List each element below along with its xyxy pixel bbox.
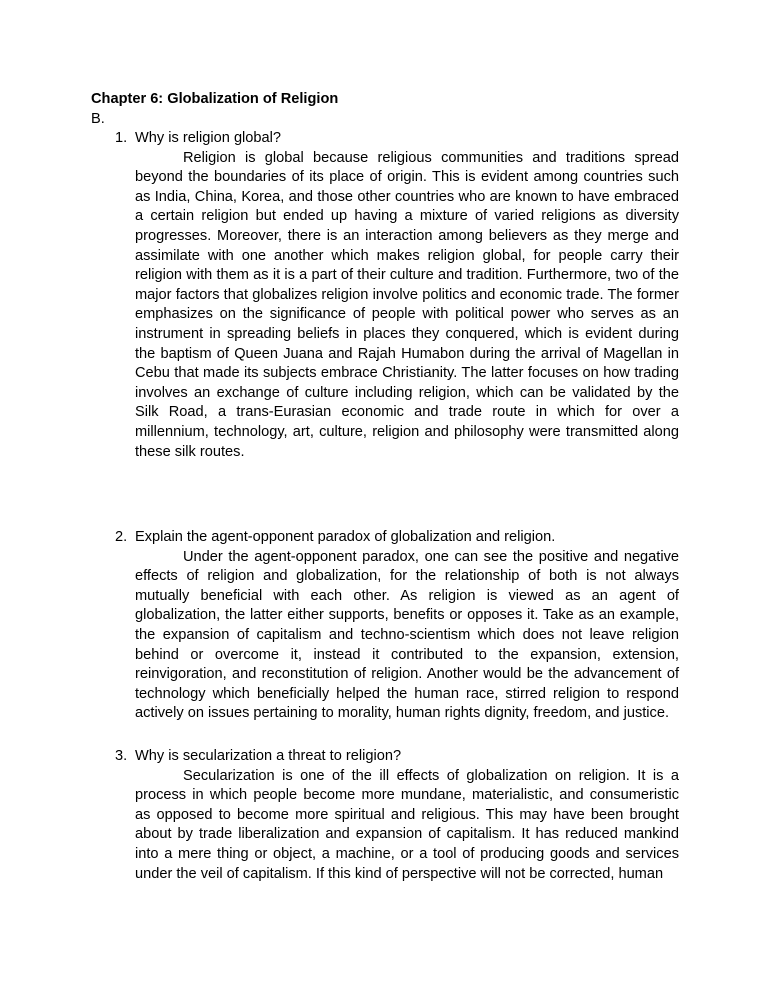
question-line <box>115 747 679 767</box>
chapter-title: Chapter 6: Globalization of Religion <box>91 91 339 107</box>
question-item <box>115 747 679 884</box>
question-text: Explain the agent-opponent paradox of globalization and religion. <box>135 529 556 545</box>
answer-paragraph: Secularization is one of the ill effects of globalization on religion. It is a process in which people become more mundane, materialistic, and consumeristic as opposed to become more spiritual and religious. This may have been brought about by trade liberalization and expansion of capitalism. It has reduced mankind into a mere thing or object, a machine, or a tool of producing goods and services under the veil of capitalism. If this kind of perspective will not be corrected, human <box>135 767 679 882</box>
question-text: Why is religion global? <box>135 130 282 146</box>
question-number: 2. <box>115 529 128 545</box>
answer-paragraph: Under the agent-opponent paradox, one can see the positive and negative effects of religion and globalization, for the relationship of both is not always mutually beneficial with each other. As religion is viewed as an agent of globalization, the latter either supports, benefits or opposes it. Take as an example, the expansion of capitalism and techno-scientism which does not leave religion behind or overcome it, instead it contributed to the expansion, extension, reinvigoration, and reconstitution of religion. Another would be the advancement of technology which beneficially helped the human race, stirred religion to respond actively on issues pertaining to morality, human rights dignity, freedom, and justice. <box>135 548 679 722</box>
question-line <box>115 129 679 149</box>
question-item <box>115 528 679 724</box>
question-number: 1. <box>115 130 128 146</box>
question-line <box>115 528 679 548</box>
question-number: 3. <box>115 748 128 764</box>
question-item <box>115 129 679 462</box>
question-text: Why is secularization a threat to religion? <box>135 748 402 764</box>
section-label: B. <box>91 111 105 127</box>
answer-paragraph: Religion is global because religious communities and traditions spread beyond the boundaries of its place of origin. This is evident among countries such as India, China, Korea, and those other countries who are known to have embraced a certain religion but ended up having a mixture of varied religions as diversity progresses. Moreover, there is an interaction among believers as they merge and assimilate with one another which makes religion global, for people carry their religion with them as it is a part of their culture and tradition. Furthermore, two of the major factors that globalizes religion involve politics and economic trade. The former emphasizes on the significance of people with political power who serves as an instrument in spreading beliefs in places they conquered, which is evident during the baptism of Queen Juana and Rajah Humabon during the arrival of Magellan in Cebu that made its subjects embrace Christianity. The latter focuses on how trading involves an exchange of culture including religion, which can be validated by the Silk Road, a trans-Eurasian economic and trade route in which for over a millennium, technology, art, culture, religion and philosophy were transmitted along these silk routes. <box>135 149 679 460</box>
